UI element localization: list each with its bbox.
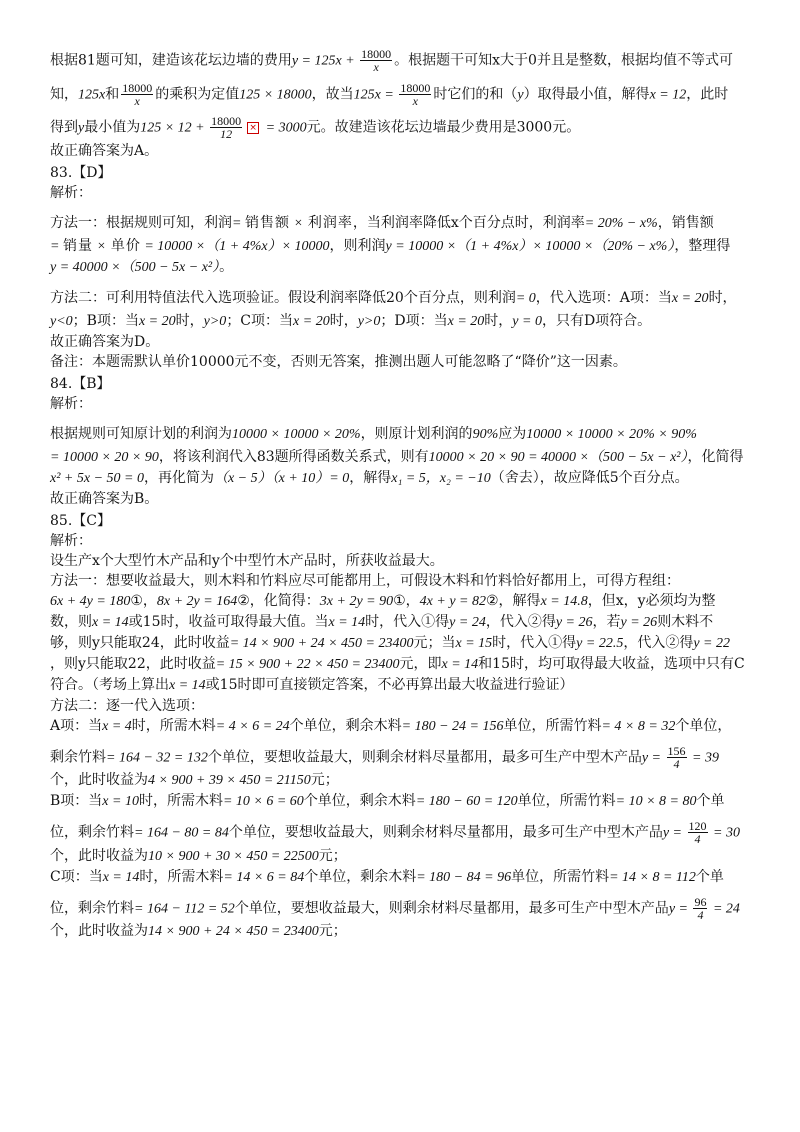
fraction-denominator: 12 (210, 127, 242, 140)
text-run: 位，剩余竹料 (50, 824, 134, 841)
math-expression: = 0 (515, 290, 536, 306)
text-run: 84.【B】 (50, 375, 111, 392)
math-expression: y = 26 (620, 614, 658, 630)
fraction-denominator: 4 (693, 908, 707, 921)
math-expression: x = 20 (138, 313, 176, 329)
math-expression: 125x = (353, 87, 398, 102)
text-run: 单位，所需竹料 (511, 868, 610, 885)
text-run: ，则原计划利润的 (360, 425, 473, 442)
text-run: 够，则y只能取24，此时收益 (50, 634, 230, 651)
text-run: 和15时，均可取得最大收益，选项中只有C (478, 655, 745, 672)
text-run: 元。故建造该花坛边墙最少费用是3000元。 (306, 119, 581, 136)
text-run: 的乘积为定值 (155, 86, 240, 102)
text-run: ，销售额 (657, 214, 714, 231)
text-run: 符合。（考场上算出 (50, 676, 169, 693)
math-expression: y = (641, 750, 665, 765)
text-run: 85.【C】 (50, 512, 111, 529)
text-run: 或15时即可直接锁定答案，不必再算出最大收益进行验证） (205, 676, 574, 693)
document-page (50, 40, 770, 942)
text-run: ，故当 (311, 86, 354, 102)
math-expression: y = 0 (512, 313, 542, 329)
text-run: 数，则 (50, 613, 92, 630)
math-expression: x₁ = 5，x₂ = −10 (391, 470, 491, 486)
text-run: 个，此时收益为 (50, 847, 148, 864)
fraction-denominator: x (399, 94, 431, 107)
math-expression: = 164 − 80 = 84 (134, 825, 229, 841)
math-expression: x = 15 (455, 635, 493, 651)
math-expression: = 15 × 900 + 22 × 450 = 23400 (215, 656, 400, 672)
fraction (360, 48, 392, 73)
text-line (50, 82, 770, 108)
math-expression: x = 14.8 (540, 593, 588, 609)
text-run: A项：当 (50, 717, 103, 734)
text-run: 个单位，要想收益最大，则剩余材料尽量都用，最多可生产中型木产品 (228, 824, 663, 841)
math-expression: = 24 (709, 901, 740, 916)
text-line (50, 394, 770, 414)
math-expression: 8x + 2y = 164 (156, 593, 238, 609)
math-expression: = 164 − 112 = 52 (134, 901, 235, 916)
text-run: 时，代入①得 (365, 613, 450, 630)
formula-text: 销量 × 单价 (62, 238, 141, 254)
text-run: 应为 (498, 425, 527, 442)
text-run: 。根据题干可知x大于0并且是整数，根据均值不等式可 (394, 52, 733, 69)
text-run: ；B项：当 (72, 312, 139, 329)
text-run: 设生产x个大型竹木产品和y个中型竹木产品时，所获收益最大。 (50, 552, 444, 569)
text-run: 个单位，剩余木料 (289, 717, 402, 734)
math-expression: = 14 × 900 + 24 × 450 = 23400 (229, 635, 414, 651)
text-run: 个单位，要想收益最大，则剩余材料尽量都用，最多可生产中型木产品 (207, 749, 642, 765)
text-run: ，代入选项：A项：当 (535, 289, 672, 306)
text-line (50, 745, 770, 771)
text-line (50, 447, 770, 468)
broken-image-icon: × (247, 122, 259, 134)
fraction-numerator: 156 (667, 743, 686, 758)
text-line (50, 551, 770, 571)
text-run: 解析： (50, 184, 92, 201)
text-line (50, 896, 770, 922)
text-run: 时， (175, 312, 204, 329)
text-line (50, 468, 770, 489)
fraction (693, 896, 707, 921)
text-line (50, 716, 770, 737)
text-line (50, 163, 770, 183)
math-expression: y<0 (50, 313, 73, 329)
fraction-denominator: 4 (667, 757, 687, 770)
text-run: 或15时，收益可取得最大值。当 (128, 613, 329, 630)
math-expression: y = 40000 ×（500 − 5x − x²） (50, 259, 220, 275)
math-expression: x² + 5x − 50 = 0 (50, 470, 144, 486)
math-expression: x = 4 (102, 718, 132, 734)
text-run: ，则利润 (329, 237, 386, 254)
math-expression: = 14 × 8 = 112 (609, 869, 696, 885)
formula-text: 销售额 × 利润率 (244, 215, 353, 231)
text-run: ，此时 (686, 86, 729, 102)
text-run: ，但x，y必须均为整 (587, 592, 716, 609)
text-run: 故正确答案为A。 (50, 142, 159, 159)
fraction-numerator: 18000 (361, 47, 392, 61)
text-run: 方法一：根据规则可知，利润 (50, 214, 232, 231)
math-expression: = 10000 ×（1 + 4%x）× 10000 (140, 238, 330, 254)
text-run: 个单位，剩余木料 (304, 868, 417, 885)
math-expression: = 3000 (262, 120, 307, 136)
math-expression: y = (668, 901, 692, 916)
text-run: 单位，所需竹料 (503, 717, 602, 734)
text-run: ；C项：当 (226, 312, 294, 329)
text-line (50, 791, 770, 812)
text-line (50, 211, 770, 236)
math-expression: y (517, 87, 524, 102)
text-run: ①， (130, 592, 157, 609)
math-expression: = (232, 215, 245, 231)
text-run: ，代入②得 (623, 634, 694, 651)
text-line (50, 422, 770, 447)
fraction-denominator: x (121, 94, 153, 107)
text-line (50, 374, 770, 394)
text-run: 83.【D】 (50, 164, 112, 181)
text-run: （舍去），故应降低5个百分点。 (490, 469, 689, 486)
fraction (688, 820, 708, 845)
text-run: 备注：本题需默认单价10000元不变，否则无答案，推测出题人可能忽略了“降价”这一因素。 (50, 353, 627, 370)
text-run: 剩余竹料 (50, 749, 106, 765)
text-run: ，整理得 (674, 237, 731, 254)
math-expression: = 180 − 24 = 156 (401, 718, 504, 734)
math-expression: y = 10000 ×（1 + 4%x）× 10000 ×（20% − x%） (385, 238, 675, 254)
math-expression: 6x + 4y = 180 (50, 593, 131, 609)
text-run: 得到 (50, 119, 78, 136)
fraction (210, 115, 242, 140)
math-expression: 90% (472, 426, 499, 442)
math-expression: 4 × 900 + 39 × 450 = 21150 (148, 773, 311, 788)
text-run: 最小值为 (84, 119, 141, 136)
math-expression: x = 14 (328, 614, 366, 630)
math-expression: y = (662, 825, 686, 841)
text-run: 时，代入①得 (492, 634, 577, 651)
fraction (399, 82, 431, 107)
text-run: B项：当 (50, 793, 103, 809)
math-expression: x = 12 (649, 87, 687, 102)
text-run: 则木料不 (657, 613, 714, 630)
text-run: ）取得最小值，解得 (523, 86, 650, 102)
text-run: 方法二：可利用特值法代入选项验证。假设利润率降低20个百分点，则利润 (50, 289, 516, 306)
math-expression: = 20% − x% (584, 215, 658, 231)
text-run: ，当利润率降低x个百分点时，利润率 (352, 214, 585, 231)
math-expression: x = 20 (447, 313, 485, 329)
math-expression: 10000 × 10000 × 20% × 90% (526, 426, 697, 442)
math-expression: y>0 (357, 313, 381, 329)
text-run: 个单位，剩余木料 (303, 793, 416, 809)
text-run: ，解得 (349, 469, 392, 486)
math-expression: x = 14 (92, 614, 129, 630)
math-expression: y = 26 (555, 614, 593, 630)
text-run: 时，所需木料 (138, 793, 223, 809)
text-run: ，化简得 (687, 448, 744, 465)
math-expression: = (50, 238, 63, 254)
text-run: ②，解得 (486, 592, 541, 609)
math-expression: 10000 × 20 × 90 = 40000 ×（500 − 5x − x²） (428, 449, 688, 465)
text-run: 个，此时收益为 (50, 772, 148, 788)
text-run: ，若 (592, 613, 621, 630)
text-run: 知， (50, 86, 78, 102)
math-expression: y = 24 (449, 614, 486, 630)
math-expression: x = 14 (169, 677, 206, 693)
math-expression: x = 14 (102, 869, 140, 885)
fraction-numerator: 96 (694, 894, 707, 909)
text-line (50, 511, 770, 531)
text-line (50, 633, 770, 654)
text-run: 元； (310, 772, 339, 788)
math-expression: = 10000 × 20 × 90 (50, 449, 159, 465)
text-run: 元；当 (413, 634, 456, 651)
text-run: 故正确答案为B。 (50, 490, 159, 507)
text-line (50, 696, 770, 716)
math-expression: = 39 (688, 750, 719, 765)
text-run: 根据81题可知，建造该花坛边墙的费用 (50, 52, 292, 69)
text-run: 方法二：逐一代入选项： (50, 697, 204, 714)
text-run: ①， (393, 592, 420, 609)
text-line (50, 257, 770, 278)
text-line (50, 770, 770, 791)
text-line (50, 591, 770, 612)
text-run: 时它们的和（ (433, 86, 518, 102)
math-expression: 125x (78, 87, 106, 102)
text-run: 时， (708, 289, 737, 306)
text-line (50, 921, 770, 942)
text-run: 时，所需木料 (131, 717, 216, 734)
text-run: ②，化简得： (237, 592, 320, 609)
fraction (667, 745, 687, 770)
text-line (50, 352, 770, 372)
text-line (50, 675, 770, 696)
text-line (50, 332, 770, 352)
text-line (50, 183, 770, 203)
fraction-numerator: 18000 (211, 114, 242, 128)
math-expression: = 4 × 6 = 24 (215, 718, 290, 734)
text-run: 。 (219, 258, 234, 275)
text-run: 元，即 (399, 655, 442, 672)
text-run: 单位，所需竹料 (517, 793, 616, 809)
text-line (50, 820, 770, 846)
text-line (50, 141, 770, 161)
text-line (50, 115, 770, 141)
text-run: 元； (318, 923, 347, 939)
text-run: ，再化简为 (143, 469, 214, 486)
math-expression: = 10 × 8 = 80 (615, 794, 697, 809)
text-run: 时，所需木料 (139, 868, 224, 885)
math-expression: y = 22.5 (576, 635, 624, 651)
text-run: ，只有D项符合。 (541, 312, 652, 329)
text-run: 方法一：想要收益最大，则木料和竹料应尽可能都用上，可假设木料和竹料恰好都用上，可得方程组： (50, 572, 680, 589)
text-run: ，代入②得 (485, 613, 556, 630)
math-expression: = 180 − 60 = 120 (415, 794, 518, 809)
text-line (50, 286, 770, 311)
text-line (50, 531, 770, 551)
math-expression: x = 10 (102, 794, 139, 809)
fraction-denominator: x (360, 60, 392, 73)
math-expression: （x − 5）（x + 10）= 0 (213, 470, 350, 486)
math-expression: = 180 − 84 = 96 (416, 869, 512, 885)
math-expression: = 14 × 6 = 84 (223, 869, 305, 885)
text-line (50, 654, 770, 675)
math-expression: 4x + y = 82 (419, 593, 486, 609)
math-expression: y = 22 (693, 635, 730, 651)
fraction-numerator: 18000 (122, 80, 153, 95)
text-run: 时， (329, 312, 358, 329)
text-run: ，将该利润代入83题所得函数关系式，则有 (158, 448, 429, 465)
text-line (50, 846, 770, 867)
text-line (50, 311, 770, 332)
text-run: 元； (318, 847, 347, 864)
text-run: ，则y只能取22，此时收益 (50, 655, 216, 672)
text-line (50, 867, 770, 888)
text-line (50, 612, 770, 633)
text-run: 个单位， (675, 717, 732, 734)
math-expression: 14 × 900 + 24 × 450 = 23400 (148, 924, 319, 939)
math-expression: = 4 × 8 = 32 (601, 718, 676, 734)
math-expression: y = 125x + (291, 53, 359, 69)
math-expression: = 10 × 6 = 60 (222, 794, 304, 809)
text-line (50, 571, 770, 591)
text-run: 个单 (695, 868, 724, 885)
math-expression: y>0 (203, 313, 227, 329)
text-run: 位，剩余竹料 (50, 900, 134, 916)
text-run: 和 (105, 86, 120, 102)
text-run: 个，此时收益为 (50, 923, 148, 939)
text-run: 个单位，要想收益最大，则剩余材料尽量都用，最多可生产中型木产品 (234, 900, 669, 916)
fraction (121, 82, 153, 107)
text-line (50, 236, 770, 257)
fraction-denominator: 4 (688, 832, 708, 845)
math-expression: 125 × 18000 (239, 87, 312, 102)
text-run: 解析： (50, 532, 92, 549)
math-expression: x = 20 (671, 290, 709, 306)
math-expression: y (78, 120, 85, 136)
text-line (50, 489, 770, 509)
fraction-numerator: 120 (688, 819, 707, 833)
fraction-numerator: 18000 (400, 80, 431, 95)
text-run: ；D项：当 (380, 312, 448, 329)
text-run: C项：当 (50, 868, 103, 885)
math-expression: 3x + 2y = 90 (319, 593, 394, 609)
text-run: 根据规则可知原计划的利润为 (50, 425, 232, 442)
text-run: 个单 (696, 793, 725, 809)
math-expression: = 30 (709, 825, 740, 841)
math-expression: = 164 − 32 = 132 (106, 750, 208, 765)
text-run: 故正确答案为D。 (50, 333, 160, 350)
text-line (50, 48, 770, 74)
math-expression: x = 20 (293, 313, 330, 329)
math-expression: 125 × 12 + (140, 120, 209, 136)
math-expression: 10 × 900 + 30 × 450 = 22500 (148, 848, 319, 864)
text-run: 解析： (50, 395, 92, 412)
math-expression: x = 14 (441, 656, 479, 672)
math-expression: 10000 × 10000 × 20% (232, 426, 361, 442)
text-run: 时， (484, 312, 513, 329)
